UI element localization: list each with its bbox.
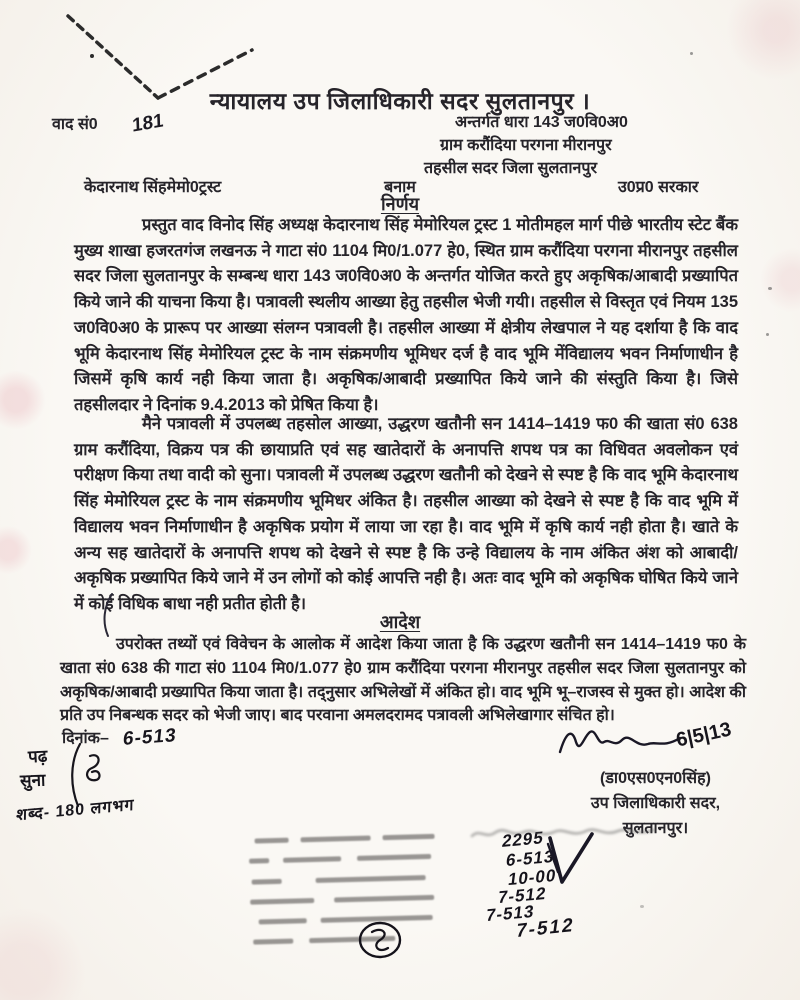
petitioner-name: केदारनाथ सिंहमेमो0ट्रस्ट xyxy=(84,179,222,196)
case-number-label: वाद सं0 xyxy=(52,116,98,133)
handwritten-number: 10-00 xyxy=(506,865,558,890)
court-title: न्यायालय उप जिलाधिकारी सदर सुलतानपुर । xyxy=(209,88,591,114)
judgment-paragraph-2: मैने पत्रावली में उपलब्ध तहसोल आख्या, उद्धरण खतौनी सन 1414–1419 फ0 की खाता सं0 638 ग्राम करौंदिया, विक्रय पत्र की छायाप्रति एवं सह खातेदारों के अनापत्ति शपथ पत्र का विधिवत अवलोकन एवं परीक्षण किया तथा वादी को सुना। पत्रावली में उपलब्ध उद्धरण खतौनी को देखने से स्पष्ट है कि वाद भूमि केदारनाथ सिंह मेमोरियल ट्रस्ट के नाम संक्रमणीय भूमिधर अंकित है। तहसील आख्या को देखने से स्पष्ट है कि वाद भूमि में विद्यालय भवन निर्माणाधीन है अकृषिक प्रयोग में लाया जा रहा है। वाद भूमि में कृषि कार्य नही होता है। खाते के अन्य सह खातेदारों के अनापत्ति शपथ को देखने से स्पष्ट है कि उन्हे विद्यालय के नाम अंकित अंश को आबादी/अकृषिक प्रख्यापित किये जाने में उन लोगों को कोई आपत्ति नही है। अतः वाद भूमि को अकृषिक घोषित किये जाने में कोई विधिक बाधा नही प्रतीत होती है। xyxy=(74,415,738,613)
date-handwritten: 6-513 xyxy=(121,725,178,750)
officer-designation: उप जिलाधिकारी सदर, xyxy=(590,795,721,812)
judgment-paragraph-1: प्रस्तुत वाद विनोद सिंह अध्यक्ष केदारनाथ सिंह मेमोरियल ट्रस्ट 1 मोतीमहल मार्ग पीछे भारतीय स्टेट बैंक मुख्य शाखा हजरतगंज लखनऊ ने गाटा सं0 1104 मि0/1.077 हे0, स्थित ग्राम करौंदिया परगना मीरानपुर तहसील सदर जिला सुलतानपुर के सम्बन्ध धारा 143 ज0वि0अ0 के अन्तर्गत योजित करते हुए अकृषिक/आबादी प्रख्यापित किये जाने की याचना किया है। पत्रावली स्थलीय आख्या हेतु तहसील भेजी गयी। तहसील से विस्तृत एवं नियम 135 ज0वि0अ0 के प्रारूप पर आख्या संलग्न पत्रावली है। तहसील आख्या में क्षेत्रीय लेखपाल ने यह दर्शाया है कि वाद भूमि केदारनाथ सिंह मेमोरियल ट्रस्ट के नाम संक्रमणीय भूमिधर दर्ज है वाद भूमि मेंविद्यालय भवन निर्माणाधीन है जिसमें कृषि कार्य नही किया जाता है। अकृषिक/आबादी प्रख्यापित किये जाने की संस्तुति किया है। जिसे तहसीलदार ने दिनांक 9.4.2013 को प्रेषित किया है। xyxy=(74,216,738,414)
word-count-note-handwritten: शब्द- 180 लगभग xyxy=(16,796,135,825)
handwritten-number: 7-512 xyxy=(496,883,548,908)
circled-initial-icon xyxy=(352,916,408,964)
handwritten-number: 6-513 xyxy=(504,846,556,871)
judgment-heading: निर्णय xyxy=(380,194,420,214)
versus-label: बनाम xyxy=(384,179,416,196)
officer-place: सुलतानपुर। xyxy=(622,820,689,837)
order-heading: आदेश xyxy=(379,612,421,632)
scan-speck xyxy=(768,287,772,290)
heard-note-handwritten: सुना xyxy=(19,770,46,791)
date-label: दिनांक– xyxy=(62,730,109,747)
respondent-name: उ0प्र0 सरकार xyxy=(618,179,699,196)
tehsil-district-line: तहसील सदर जिला सुलतानपुर xyxy=(424,160,598,177)
handwritten-number: 2295 xyxy=(500,828,545,851)
under-section-line: अन्तर्गत धारा 143 ज0वि0अ0 xyxy=(455,114,628,131)
case-number-handwritten: 181 xyxy=(131,110,164,137)
handwritten-number: 7-513 xyxy=(484,901,536,926)
order-paragraph: उपरोक्त तथ्यों एवं विवेचन के आलोक में आदेश किया जाता है कि उद्धरण खतौनी सन 1414–1419 फ0 के खाता सं0 638 की गाटा सं0 1104 मि0/1.077 हे0 ग्राम करौंदिया परगना मीरानपुर तहसील सदर जिला सुलतानपुर को अकृषिक/आबादी प्रख्यापित किया जाता है। तद्नुसार अभिलेखों में अंकित हो। वाद भूमि भू–राजस्व से मुक्त हो। आदेश की प्रति उप निबन्धक सदर को भेजी जाए। बाद परवाना अमलदरामद पत्रावली अभिलेखागार संचित हो। xyxy=(60,636,746,725)
officer-name: (डा0एस0एन0सिंह) xyxy=(600,770,711,787)
signature-block xyxy=(538,716,773,838)
bottom-handwritten-number: 7-512 xyxy=(514,914,577,943)
scan-speck xyxy=(690,52,693,55)
read-note-handwritten: पढ़ xyxy=(27,746,48,767)
case-number-line xyxy=(52,112,163,135)
signature-icon xyxy=(556,718,686,762)
faint-scrawl xyxy=(468,822,658,844)
signature-date-handwritten: 6|5|13 xyxy=(674,718,734,752)
scan-speck xyxy=(766,333,769,336)
scan-speck xyxy=(640,905,644,908)
village-pargana-line: ग्राम करौंदिया परगना मीरानपुर xyxy=(440,137,612,154)
